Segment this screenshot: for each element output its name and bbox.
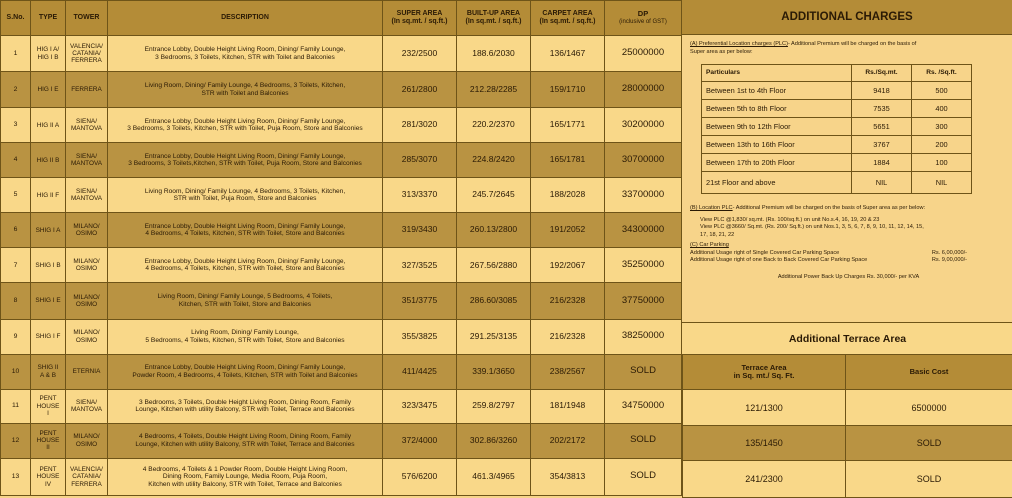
plc-row bbox=[702, 118, 972, 136]
table-row bbox=[1, 354, 682, 389]
cell-dp: 35250000 bbox=[605, 248, 682, 283]
additional-charges-panel bbox=[681, 0, 1012, 496]
cell-super-area: 323/3475 bbox=[383, 389, 457, 423]
cell-description: Entrance Lobby, Double Height Living Room, Dining/ Family Lounge, 3 Bedrooms, 3 Toilets,Kitchen, STR with Toilet, Puja Room, Store and Balconies bbox=[108, 143, 383, 178]
plc-heading: (A) Preferential Location charges (PLC) bbox=[690, 41, 788, 47]
plc-row bbox=[702, 82, 972, 100]
terrace-area-header: Terrace Area in Sq. mt./ Sq. Ft. bbox=[683, 355, 846, 390]
view-plc-line: 17, 18, 21, 22 bbox=[700, 232, 1007, 240]
parking-row: Additional Usage right of one Back to Back Covered Car Parking Space Rs. 9,00,000/- bbox=[690, 257, 1007, 265]
table-row bbox=[1, 213, 682, 248]
plc-rate: 500 bbox=[912, 82, 972, 100]
cell-sno: 7 bbox=[1, 248, 31, 283]
cell-built-up-area: 461.3/4965 bbox=[457, 458, 531, 495]
cell-carpet-area: 238/2567 bbox=[531, 354, 605, 389]
cell-type: SHIG I B bbox=[31, 248, 66, 283]
cell-dp: 28000000 bbox=[605, 72, 682, 108]
col-tower: TOWER bbox=[66, 1, 108, 36]
parking-section bbox=[690, 242, 1007, 250]
cell-built-up-area: 302.86/3260 bbox=[457, 423, 531, 458]
cell-carpet-area: 192/2067 bbox=[531, 248, 605, 283]
cell-dp: 38250000 bbox=[605, 319, 682, 354]
plc-rate: NIL bbox=[852, 172, 912, 194]
plc-note-2: Super area as per below: bbox=[690, 49, 753, 55]
table-row bbox=[1, 458, 682, 495]
plc-rate: 1884 bbox=[852, 154, 912, 172]
col-super-area: SUPER AREA (In sq.mt. / sq.ft.) bbox=[383, 1, 457, 36]
additional-charges-body bbox=[690, 41, 1007, 316]
cell-dp: 34750000 bbox=[605, 389, 682, 423]
table-row bbox=[1, 319, 682, 354]
plc-particular: 21st Floor and above bbox=[702, 172, 852, 194]
power-backup-charges: Additional Power Back Up Charges Rs. 30,000/- per KVA bbox=[690, 274, 1007, 282]
cell-sno: 12 bbox=[1, 423, 31, 458]
plc-particular: Between 17th to 20th Floor bbox=[702, 154, 852, 172]
plc-header-row bbox=[702, 65, 972, 82]
cell-super-area: 232/2500 bbox=[383, 36, 457, 72]
cell-dp: 25000000 bbox=[605, 36, 682, 72]
cell-dp: 33700000 bbox=[605, 178, 682, 213]
cell-type: HIG I E bbox=[31, 72, 66, 108]
cell-super-area: 576/6200 bbox=[383, 458, 457, 495]
cell-tower: MILANO/ OSIMO bbox=[66, 213, 108, 248]
cell-tower: FERRERA bbox=[66, 72, 108, 108]
cell-built-up-area: 188.6/2030 bbox=[457, 36, 531, 72]
cell-description: Entrance Lobby, Double Height Living Room, Dining/ Family Lounge, 3 Bedrooms, 3 Toilets, Kitchen, STR with Toilet and Balconies bbox=[108, 36, 383, 72]
cell-built-up-area: 220.2/2370 bbox=[457, 108, 531, 143]
cell-super-area: 351/3775 bbox=[383, 283, 457, 319]
cell-description: Entrance Lobby, Double Height Living Room, Dining/ Family Lounge, 3 Bedrooms, 3 Toilets, Kitchen, STR with Toilet, Puja Room, Store and Balconies bbox=[108, 108, 383, 143]
plc-rate: 3767 bbox=[852, 136, 912, 154]
col-carpet-area: CARPET AREA (In sq.mt. / sq.ft.) bbox=[531, 1, 605, 36]
cell-carpet-area: 202/2172 bbox=[531, 423, 605, 458]
table-row bbox=[1, 423, 682, 458]
plc-table bbox=[701, 64, 972, 194]
plc-rate: 200 bbox=[912, 136, 972, 154]
cell-type: HIG II F bbox=[31, 178, 66, 213]
cell-sno: 6 bbox=[1, 213, 31, 248]
cell-carpet-area: 216/2328 bbox=[531, 283, 605, 319]
cell-description: Entrance Lobby, Double Height Living Room, Dining/ Family Lounge, 4 Bedrooms, 4 Toilets, Kitchen, STR with Toilet, Store and Balconies bbox=[108, 213, 383, 248]
cell-sno: 2 bbox=[1, 72, 31, 108]
cell-type: PENT HOUSE II bbox=[31, 423, 66, 458]
table-header-row bbox=[1, 1, 682, 36]
plc-row bbox=[702, 154, 972, 172]
table-row bbox=[1, 36, 682, 72]
table-row bbox=[1, 72, 682, 108]
col-built-up-area: BUILT-UP AREA (In sq.mt. / sq.ft.) bbox=[457, 1, 531, 36]
cell-tower: MILANO/ OSIMO bbox=[66, 423, 108, 458]
terrace-area: 241/2300 bbox=[683, 461, 846, 498]
terrace-header-row bbox=[683, 355, 1012, 390]
terrace-area: 121/1300 bbox=[683, 390, 846, 426]
cell-type: PENT HOUSE I bbox=[31, 389, 66, 423]
col-description: DESCRIPTION bbox=[108, 1, 383, 36]
cell-tower: VALENCIA/ CATANIA/ FERRERA bbox=[66, 36, 108, 72]
cell-type: SHIG I F bbox=[31, 319, 66, 354]
cell-tower: SIENA/ MANTOVA bbox=[66, 178, 108, 213]
plc-rate: 300 bbox=[912, 118, 972, 136]
cell-dp: SOLD bbox=[605, 354, 682, 389]
cell-sno: 3 bbox=[1, 108, 31, 143]
view-plc-line: View PLC @3660/ Sq.mt. (Rs. 200/ Sq.ft.) on unit Nos.1, 3, 5, 6, 7, 8, 9, 10, 11, 12, 14, 15, bbox=[700, 224, 1007, 232]
cell-carpet-area: 188/2028 bbox=[531, 178, 605, 213]
cell-tower: VALENCIA/ CATANIA/ FERRERA bbox=[66, 458, 108, 495]
location-plc-heading: (B) Location PLC bbox=[690, 205, 733, 211]
cell-type: HIG II B bbox=[31, 143, 66, 178]
cell-carpet-area: 354/3813 bbox=[531, 458, 605, 495]
cell-super-area: 281/3020 bbox=[383, 108, 457, 143]
cell-tower: SIENA/ MANTOVA bbox=[66, 389, 108, 423]
cell-tower: SIENA/ MANTOVA bbox=[66, 143, 108, 178]
cell-type: HIG II A bbox=[31, 108, 66, 143]
parking-row: Additional Usage right of Single Covered Car Parking Space Rs. 6,00,000/- bbox=[690, 250, 1007, 258]
cell-carpet-area: 165/1781 bbox=[531, 143, 605, 178]
plc-rate: Rs. /Sq.ft. bbox=[912, 65, 972, 82]
cell-sno: 8 bbox=[1, 283, 31, 319]
cell-built-up-area: 291.25/3135 bbox=[457, 319, 531, 354]
plc-rate: 7535 bbox=[852, 100, 912, 118]
cell-super-area: 313/3370 bbox=[383, 178, 457, 213]
cell-built-up-area: 339.1/3650 bbox=[457, 354, 531, 389]
plc-particular: Between 13th to 16th Floor bbox=[702, 136, 852, 154]
plc-rate: NIL bbox=[912, 172, 972, 194]
table-row bbox=[1, 389, 682, 423]
cell-sno: 5 bbox=[1, 178, 31, 213]
plc-rate: Rs./Sq.mt. bbox=[852, 65, 912, 82]
cell-dp: 30700000 bbox=[605, 143, 682, 178]
terrace-cost-header: Basic Cost bbox=[846, 355, 1012, 390]
cell-built-up-area: 245.7/2645 bbox=[457, 178, 531, 213]
parking-heading: (C) Car Parking bbox=[690, 242, 729, 248]
cell-built-up-area: 259.8/2797 bbox=[457, 389, 531, 423]
plc-rate: 400 bbox=[912, 100, 972, 118]
cell-super-area: 285/3070 bbox=[383, 143, 457, 178]
cell-dp: 30200000 bbox=[605, 108, 682, 143]
plc-rate: 5651 bbox=[852, 118, 912, 136]
cell-carpet-area: 136/1467 bbox=[531, 36, 605, 72]
plc-particular: Between 1st to 4th Floor bbox=[702, 82, 852, 100]
table-row bbox=[1, 178, 682, 213]
cell-super-area: 319/3430 bbox=[383, 213, 457, 248]
cell-built-up-area: 286.60/3085 bbox=[457, 283, 531, 319]
cell-description: 4 Bedrooms, 4 Toilets & 1 Powder Room, Double Height Living Room, Dining Room, Family Lounge, Media Room, Puja Room, Kitchen with utility Balcony, STR with Toilet, Terrace and Balconies bbox=[108, 458, 383, 495]
cell-sno: 10 bbox=[1, 354, 31, 389]
cell-type: PENT HOUSE IV bbox=[31, 458, 66, 495]
cell-carpet-area: 159/1710 bbox=[531, 72, 605, 108]
terrace-row bbox=[683, 390, 1012, 426]
cell-description: Living Room, Dining/ Family Lounge, 4 Bedrooms, 3 Toilets, Kitchen, STR with Toilet and Balconies bbox=[108, 72, 383, 108]
cell-super-area: 327/3525 bbox=[383, 248, 457, 283]
cell-built-up-area: 260.13/2800 bbox=[457, 213, 531, 248]
terrace-row bbox=[683, 426, 1012, 461]
plc-particular: Between 9th to 12th Floor bbox=[702, 118, 852, 136]
cell-sno: 4 bbox=[1, 143, 31, 178]
cell-carpet-area: 216/2328 bbox=[531, 319, 605, 354]
cell-sno: 1 bbox=[1, 36, 31, 72]
cell-tower: MILANO/ OSIMO bbox=[66, 319, 108, 354]
cell-super-area: 372/4000 bbox=[383, 423, 457, 458]
cell-tower: SIENA/ MANTOVA bbox=[66, 108, 108, 143]
cell-carpet-area: 181/1948 bbox=[531, 389, 605, 423]
terrace-cost: SOLD bbox=[846, 461, 1012, 498]
cell-type: HIG I A/ HIG I B bbox=[31, 36, 66, 72]
plc-rate: 100 bbox=[912, 154, 972, 172]
terrace-cost: SOLD bbox=[846, 426, 1012, 461]
cell-super-area: 261/2800 bbox=[383, 72, 457, 108]
table-row bbox=[1, 143, 682, 178]
cell-built-up-area: 267.56/2880 bbox=[457, 248, 531, 283]
terrace-table bbox=[682, 354, 1012, 498]
table-row bbox=[1, 283, 682, 319]
cell-dp: 37750000 bbox=[605, 283, 682, 319]
cell-description: Entrance Lobby, Double Height Living Room, Dining/ Family Lounge, 4 Bedrooms, 4 Toilets, Kitchen, STR with Toilet, Store and Balconies bbox=[108, 248, 383, 283]
additional-charges-title: ADDITIONAL CHARGES bbox=[682, 0, 1012, 35]
cell-dp: SOLD bbox=[605, 423, 682, 458]
cell-type: SHIG II A & B bbox=[31, 354, 66, 389]
cell-description: Living Room, Dining/ Family Lounge, 5 Bedrooms, 4 Toilets, Kitchen, STR with Toilet, Store and Balconies bbox=[108, 283, 383, 319]
terrace-area: 135/1450 bbox=[683, 426, 846, 461]
view-plc-line: View PLC @1,830/ sq.mt. (Rs. 100/sq.ft.) on unit No.s.4, 16, 19, 20 & 23 bbox=[700, 217, 1007, 225]
table-row bbox=[1, 108, 682, 143]
cell-built-up-area: 224.8/2420 bbox=[457, 143, 531, 178]
plc-note-1: - Additional Premium will be charged on the basis of bbox=[788, 41, 916, 47]
cell-built-up-area: 212.28/2285 bbox=[457, 72, 531, 108]
cell-tower: MILANO/ OSIMO bbox=[66, 248, 108, 283]
cell-carpet-area: 165/1771 bbox=[531, 108, 605, 143]
cell-description: Living Room, Dining/ Family Lounge, 5 Bedrooms, 4 Toilets, Kitchen, STR with Toilet, Store and Balconies bbox=[108, 319, 383, 354]
cell-sno: 13 bbox=[1, 458, 31, 495]
table-row bbox=[1, 248, 682, 283]
location-plc-section bbox=[690, 205, 1007, 213]
cell-sno: 11 bbox=[1, 389, 31, 423]
plc-row bbox=[702, 172, 972, 194]
plc-particular: Between 5th to 8th Floor bbox=[702, 100, 852, 118]
cell-tower: ETERNIA bbox=[66, 354, 108, 389]
cell-super-area: 355/3825 bbox=[383, 319, 457, 354]
terrace-title: Additional Terrace Area bbox=[682, 322, 1012, 355]
cell-description: 4 Bedrooms, 4 Toilets, Double Height Living Room, Dining Room, Family Lounge, Kitchen with utility Balcony, STR with Toilet, Terrace and Balconies bbox=[108, 423, 383, 458]
cell-type: SHIG I E bbox=[31, 283, 66, 319]
col-type: TYPE bbox=[31, 1, 66, 36]
cell-description: 3 Bedrooms, 3 Toilets, Double Height Living Room, Dining Room, Family Lounge, Kitchen with utility Balcony, STR with Toilet, Terrace and Balconies bbox=[108, 389, 383, 423]
cell-description: Living Room, Dining/ Family Lounge, 4 Bedrooms, 3 Toilets, Kitchen, STR with Toilet, Puja Room, Store and Balconies bbox=[108, 178, 383, 213]
col-sno: S.No. bbox=[1, 1, 31, 36]
plc-section bbox=[690, 41, 1007, 56]
plc-row bbox=[702, 136, 972, 154]
cell-sno: 9 bbox=[1, 319, 31, 354]
col-dp: DP (inclusive of GST) bbox=[605, 1, 682, 36]
cell-tower: MILANO/ OSIMO bbox=[66, 283, 108, 319]
terrace-row bbox=[683, 461, 1012, 498]
plc-rate: 9418 bbox=[852, 82, 912, 100]
cell-carpet-area: 191/2052 bbox=[531, 213, 605, 248]
plc-particular: Particulars bbox=[702, 65, 852, 82]
cell-dp: SOLD bbox=[605, 458, 682, 495]
terrace-cost: 6500000 bbox=[846, 390, 1012, 426]
location-plc-note: - Additional Premium will be charged on the basis of Super area as per below: bbox=[733, 205, 925, 211]
plc-row bbox=[702, 100, 972, 118]
cell-dp: 34300000 bbox=[605, 213, 682, 248]
cell-type: SHIG I A bbox=[31, 213, 66, 248]
cell-super-area: 411/4425 bbox=[383, 354, 457, 389]
view-plc-lines bbox=[690, 217, 1007, 240]
cell-description: Entrance Lobby, Double Height Living Room, Dining/ Family Lounge, Powder Room, 4 Bedrooms, 4 Toilets, Kitchen, STR with Toilet and Balconies bbox=[108, 354, 383, 389]
